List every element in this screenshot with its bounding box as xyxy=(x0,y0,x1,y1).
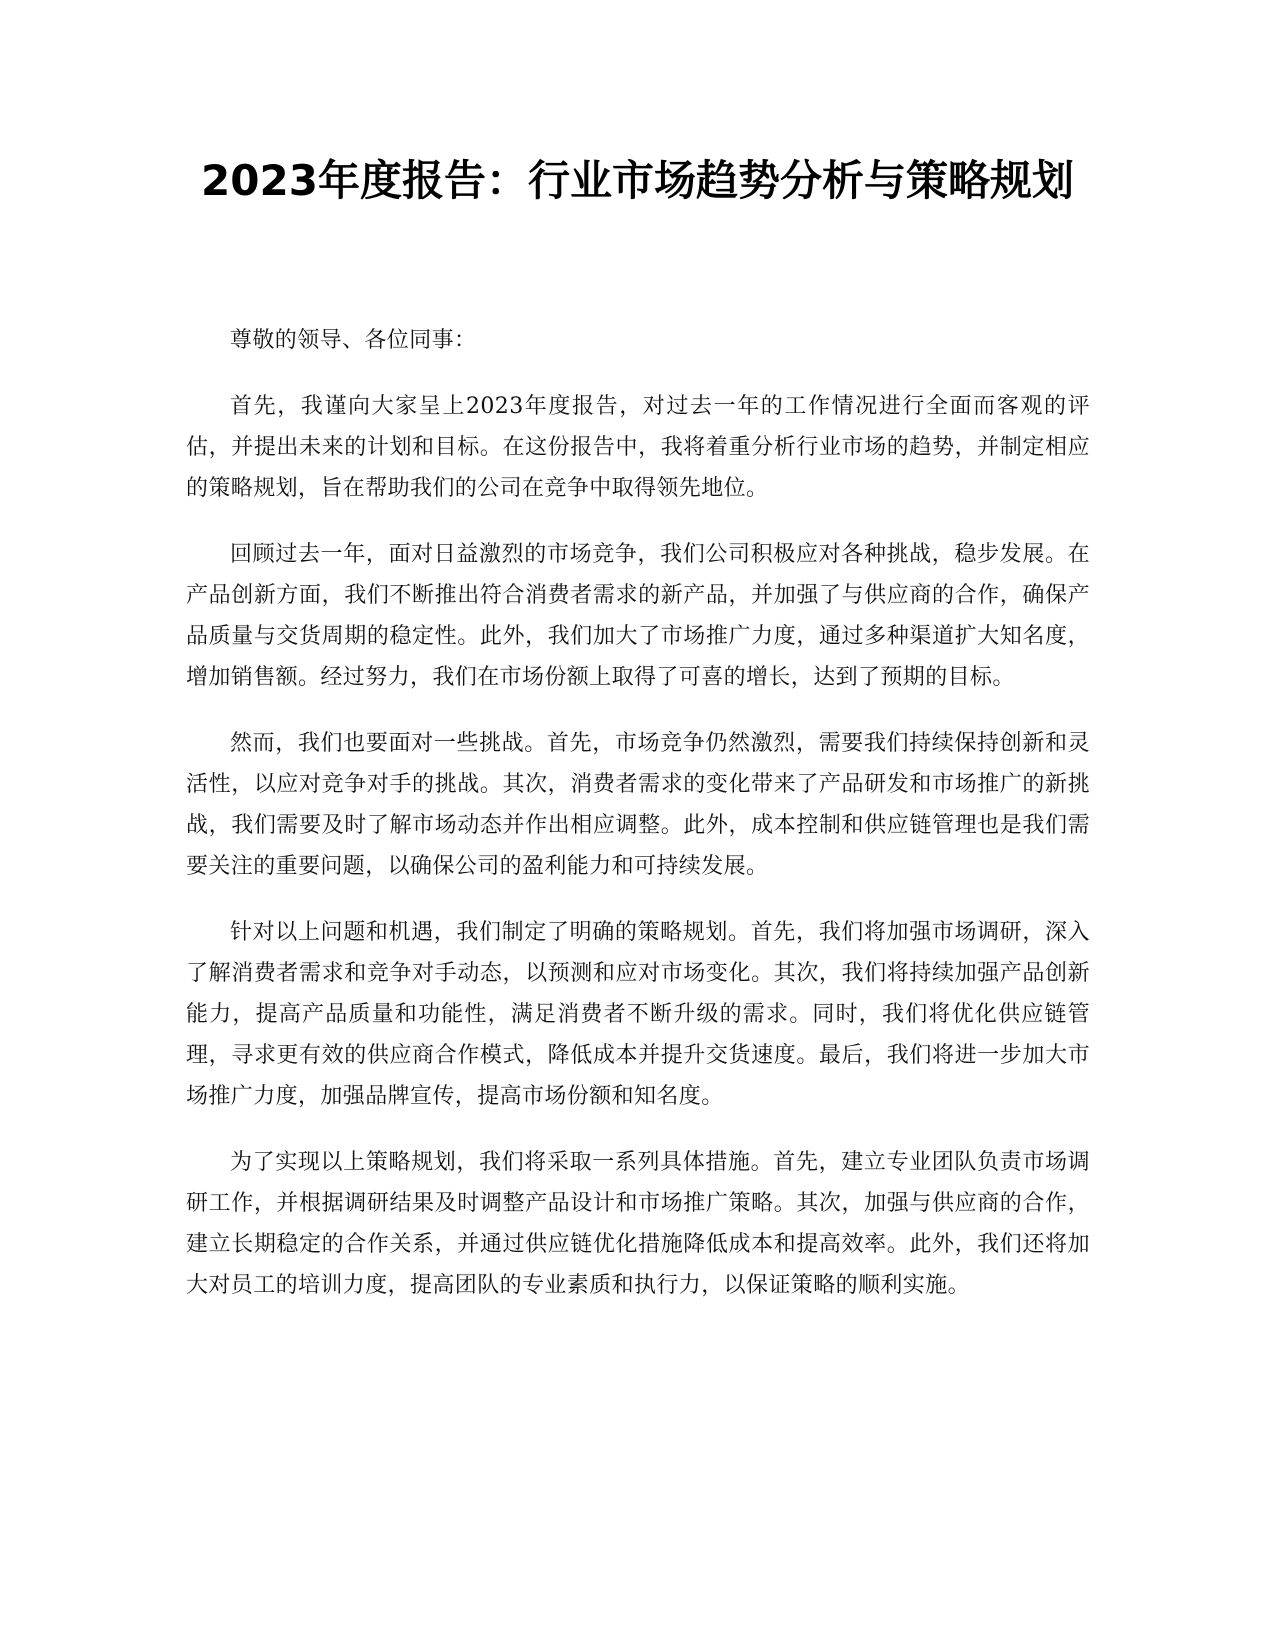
paragraph-review: 回顾过去一年，面对日益激烈的市场竞争，我们公司积极应对各种挑战，稳步发展。在产品创新方面，我们不断推出符合消费者需求的新产品，并加强了与供应商的合作，确保产品质量与交货周期的稳定性。此外，我们加大了市场推广力度，通过多种渠道扩大知名度，增加销售额。经过努力，我们在市场份额上取得了可喜的增长，达到了预期的目标。 xyxy=(186,542,1090,690)
document-title: 2023年度报告：行业市场趋势分析与策略规划 xyxy=(201,156,1074,205)
paragraph-introduction: 首先，我谨向大家呈上2023年度报告，对过去一年的工作情况进行全面而客观的评估，并提出未来的计划和目标。在这份报告中，我将着重分析行业市场的趋势，并制定相应的策略规划，旨在帮助我们的公司在竞争中取得领先地位。 xyxy=(186,394,1090,501)
paragraph-strategy: 针对以上问题和机遇，我们制定了明确的策略规划。首先，我们将加强市场调研，深入了解消费者需求和竞争对手动态，以预测和应对市场变化。其次，我们将持续加强产品创新能力，提高产品质量和功能性，满足消费者不断升级的需求。同时，我们将优化供应链管理，寻求更有效的供应商合作模式，降低成本并提升交货速度。最后，我们将进一步加大市场推广力度，加强品牌宣传，提高市场份额和知名度。 xyxy=(186,920,1090,1109)
paragraph-salutation: 尊敬的领导、各位同事： xyxy=(230,328,477,353)
paragraph-challenges: 然而，我们也要面对一些挑战。首先，市场竞争仍然激烈，需要我们持续保持创新和灵活性，以应对竞争对手的挑战。其次，消费者需求的变化带来了产品研发和市场推广的新挑战，我们需要及时了解市场动态并作出相应调整。此外，成本控制和供应链管理也是我们需要关注的重要问题，以确保公司的盈利能力和可持续发展。 xyxy=(186,731,1090,879)
paragraph-measures: 为了实现以上策略规划，我们将采取一系列具体措施。首先，建立专业团队负责市场调研工作，并根据调研结果及时调整产品设计和市场推广策略。其次，加强与供应商的合作，建立长期稳定的合作关系，并通过供应链优化措施降低成本和提高效率。此外，我们还将加大对员工的培训力度，提高团队的专业素质和执行力，以保证策略的顺利实施。 xyxy=(186,1150,1090,1298)
document-body xyxy=(186,320,1090,1331)
